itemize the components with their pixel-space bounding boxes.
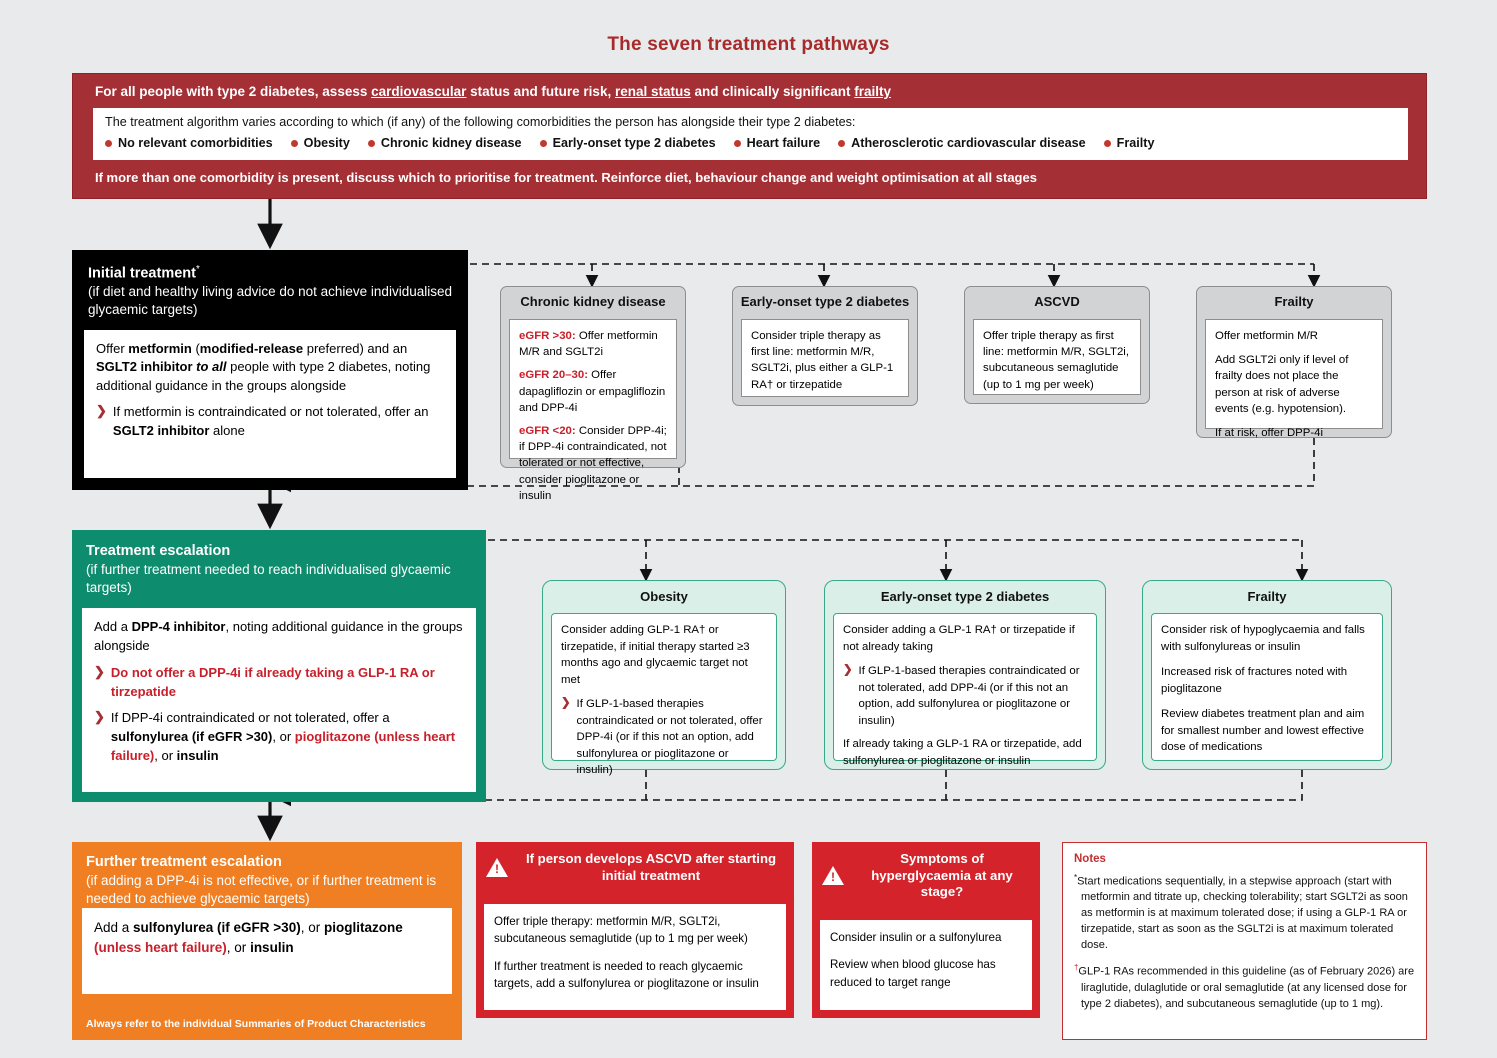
obesity-bullet: ❯ If GLP-1-based therapies contraindicated or not tolerated, offer DPP-4i (or if this not an option, add sulfonylurea or pioglitazone or insulin) — [561, 696, 767, 779]
assessment-text-c: and clinically significant — [690, 84, 855, 99]
escalation-header-early-onset: Early-onset type 2 diabetes — [880, 589, 1050, 604]
drug-sglt2i: SGLT2 inhibitor — [96, 359, 193, 375]
escalation-box-obesity — [542, 580, 786, 777]
pathway-header-ckd: Chronic kidney disease — [520, 294, 666, 309]
comorbidity-label: Heart failure — [746, 136, 821, 150]
initial-treatment-header — [74, 252, 466, 318]
alert-box-ascvd-after-initial — [476, 842, 794, 1018]
comorbidity-item-heart-failure — [734, 136, 821, 150]
arrow-bullet-icon: ❯ — [96, 403, 107, 419]
comorbidity-label: No relevant comorbidities — [118, 136, 273, 150]
alert-body-hyperglycaemia: Consider insulin or a sulfonylurea Review when blood glucose has reduced to target range — [820, 920, 1032, 1010]
initial-treatment-bullet: ❯ If metformin is contraindicated or not tolerated, offer an SGLT2 inhibitor alone — [96, 403, 444, 440]
comorbidity-label: Obesity — [303, 136, 350, 150]
escalation-header — [72, 530, 486, 597]
pathway-body-ascvd: Offer triple therapy as first line: metformin M/R, SGLT2i, subcutaneous semaglutide (up to 1 mg per week) — [973, 319, 1141, 395]
early-onset-bullet: ❯ If GLP-1-based therapies contraindicated or not tolerated, add DPP-4i (or if this not an option, add sulfonylurea or pioglitazone or insulin) — [843, 663, 1087, 729]
pathway-box-frailty — [1196, 286, 1392, 438]
escalation-body — [82, 608, 476, 792]
assessment-banner — [72, 73, 1427, 199]
assessment-underline-cardiovascular: cardiovascular — [371, 84, 467, 99]
assessment-text-a: For all people with type 2 diabetes, assess — [95, 84, 372, 99]
initial-treatment-body — [84, 330, 456, 478]
alert-header-hyperglycaemia: ! Symptoms of hyperglycaemia at any stage? — [812, 842, 1040, 908]
comorbidity-item-ckd — [368, 136, 522, 150]
further-title: Further treatment escalation — [86, 854, 282, 870]
bullet-dot-icon — [734, 140, 741, 147]
diagram-frame — [34, 18, 1463, 1040]
bullet-dot-icon — [540, 140, 547, 147]
assessment-line — [95, 84, 1405, 99]
escalation-title: Treatment escalation — [86, 543, 231, 559]
comorbidity-label: Early-onset type 2 diabetes — [552, 136, 716, 150]
pathway-header-ascvd: ASCVD — [1034, 294, 1080, 309]
initial-treatment-asterisk: * — [195, 264, 200, 275]
pathway-body-frailty: Offer metformin M/R Add SGLT2i only if level of frailty does not place the person at risk of adverse events (e.g. hypotension). If at risk, offer DPP-4i — [1205, 319, 1383, 429]
pathway-box-ckd — [500, 286, 686, 502]
comorbidity-panel — [93, 108, 1408, 160]
comorbidity-item-frailty — [1104, 136, 1155, 150]
escalation-header-obesity: Obesity — [640, 589, 688, 604]
prioritisation-note: If more than one comorbidity is present, discuss which to prioritise for treatment. Reinforce diet, behaviour change and weight optimisation at all stages — [95, 170, 1037, 185]
further-header — [72, 842, 462, 908]
comorbidity-list — [105, 136, 1396, 150]
notes-heading: Notes — [1074, 853, 1106, 865]
escalation-header-frailty: Frailty — [1247, 589, 1287, 604]
arrow-bullet-icon: ❯ — [94, 663, 105, 679]
escalation-main: Add a DPP-4 inhibitor, noting additional guidance in the groups alongside — [94, 619, 463, 653]
notes-panel — [1062, 842, 1427, 1040]
initial-treatment-subtitle: (if diet and healthy living advice do not achieve individualised glycaemic targets) — [88, 284, 452, 317]
pathway-header-early-onset: Early-onset type 2 diabetes — [740, 294, 910, 309]
pathway-box-early-onset — [732, 286, 918, 406]
pathway-box-ascvd — [964, 286, 1150, 404]
assessment-text-b: status and future risk, — [466, 84, 615, 99]
comorbidity-item-obesity — [291, 136, 350, 150]
escalation-body-frailty: Consider risk of hypoglycaemia and falls with sulfonylureas or insulin Increased risk of fractures noted with pioglitazone Review diabetes treatment plan and aim for smallest number and lowest effective dose of medications — [1151, 613, 1383, 761]
assessment-underline-frailty: frailty — [854, 84, 892, 99]
bullet-dot-icon — [105, 140, 112, 147]
alert-box-hyperglycaemia — [812, 842, 1040, 1018]
assessment-underline-renal: renal status — [614, 84, 691, 99]
comorbidity-item-ascvd — [838, 136, 1086, 150]
note-2: †GLP-1 RAs recommended in this guideline (as of February 2026) are liraglutide, dulaglutide or oral semaglutide (at any licensed dose for type 2 diabetes), and subcutaneous semaglutide (up to 1 mg). — [1074, 963, 1415, 1010]
warning-triangle-icon: ! — [822, 866, 844, 885]
bullet-dot-icon — [368, 140, 375, 147]
initial-treatment-box — [72, 250, 468, 490]
bullet-dot-icon — [838, 140, 845, 147]
warning-triangle-icon: ! — [486, 858, 508, 877]
arrow-bullet-icon: ❯ — [94, 709, 105, 725]
further-footer-note: Always refer to the individual Summaries of Product Characteristics — [86, 1018, 426, 1030]
comorbidity-label: Atherosclerotic cardiovascular disease — [851, 136, 1086, 150]
initial-treatment-title: Initial treatment — [88, 265, 196, 282]
arrow-bullet-icon: ❯ — [561, 697, 571, 710]
treatment-escalation-box — [72, 530, 486, 802]
initial-treatment-main: Offer metformin (modified-release preferred) and an SGLT2 inhibitor to all people with type 2 diabetes, noting additional guidance in the groups alongside — [96, 341, 431, 393]
alert-header-ascvd: ! If person develops ASCVD after starting initial treatment — [476, 842, 794, 891]
further-subtitle: (if adding a DPP-4i is not effective, or if further treatment is needed to achieve glycaemic targets) — [86, 873, 437, 906]
comorbidity-lead: The treatment algorithm varies according to which (if any) of the following comorbidities the person has alongside their type 2 diabetes: — [105, 115, 856, 129]
pathway-body-ckd — [509, 319, 677, 502]
escalation-bullet-2: ❯ If DPP-4i contraindicated or not tolerated, offer a sulfonylurea (if eGFR >30), or pioglitazone (unless heart failure), or insulin — [94, 709, 464, 766]
comorbidity-label: Frailty — [1116, 136, 1155, 150]
escalation-box-early-onset — [824, 580, 1106, 770]
comorbidity-item-none — [105, 136, 273, 150]
comorbidity-label: Chronic kidney disease — [380, 136, 522, 150]
ckd-egfr-over30: eGFR >30: Offer metformin M/R and SGLT2i — [519, 330, 658, 359]
escalation-subtitle: (if further treatment needed to reach individualised glycaemic targets) — [86, 562, 451, 595]
arrow-bullet-icon: ❯ — [843, 664, 853, 677]
alert-body-ascvd: Offer triple therapy: metformin M/R, SGLT2i, subcutaneous semaglutide (up to 1 mg per week) If further treatment is needed to reach glycaemic targets, add a sulfonylurea or pioglitazone or insulin — [484, 904, 786, 1010]
bullet-dot-icon — [1104, 140, 1111, 147]
note-1: *Start medications sequentially, in a stepwise approach (start with metformin and titrate up, checking tolerability; start SGLT2i as soon as metformin is at maximum tolerated dose; if using a GLP-1 RA or tirzepatide, start as soon as the SGLT2i is at maximum tolerated dose. — [1074, 872, 1408, 952]
drug-metformin: metformin — [128, 341, 192, 356]
further-body: Add a sulfonylurea (if eGFR >30), or pioglitazone (unless heart failure), or insulin — [82, 908, 452, 994]
comorbidity-item-early-onset — [540, 136, 716, 150]
escalation-body-obesity: Consider adding GLP-1 RA† or tirzepatide, if initial therapy started ≥3 months ago and glycaemic target not met ❯ If GLP-1-based therapies contraindicated or not tolerated, offer DPP-4i (or if this not an option, add sulfonylurea or pioglitazone or insulin) — [551, 613, 777, 761]
page-title: The seven treatment pathways — [607, 34, 890, 55]
pathway-body-early-onset: Consider triple therapy as first line: metformin M/R, SGLT2i, plus either a GLP-1 RA† or tirzepatide — [741, 319, 909, 397]
drug-dpp4i: DPP-4 inhibitor — [131, 619, 226, 634]
escalation-box-frailty — [1142, 580, 1392, 770]
ckd-egfr-20-30: eGFR 20–30: Offer dapagliflozin or empagliflozin and DPP-4i — [519, 369, 666, 414]
bullet-dot-icon — [291, 140, 298, 147]
further-escalation-box — [72, 842, 462, 1040]
ckd-egfr-under20: eGFR <20: Consider DPP-4i; if DPP-4i contraindicated, not tolerated or not effective, consider pioglitazone or insulin — [519, 424, 667, 502]
escalation-body-early-onset: Consider adding a GLP-1 RA† or tirzepatide if not already taking ❯ If GLP-1-based therapies contraindicated or not tolerated, add DPP-4i (or if this not an option, add sulfonylurea or pioglitazone or insulin) If already taking a GLP-1 RA or tirzepatide, add sulfonylurea or pioglitazone or insulin — [833, 613, 1097, 761]
pathway-header-frailty: Frailty — [1274, 294, 1314, 309]
escalation-bullet-1: ❯ Do not offer a DPP-4i if already taking a GLP-1 RA or tirzepatide — [94, 664, 464, 702]
